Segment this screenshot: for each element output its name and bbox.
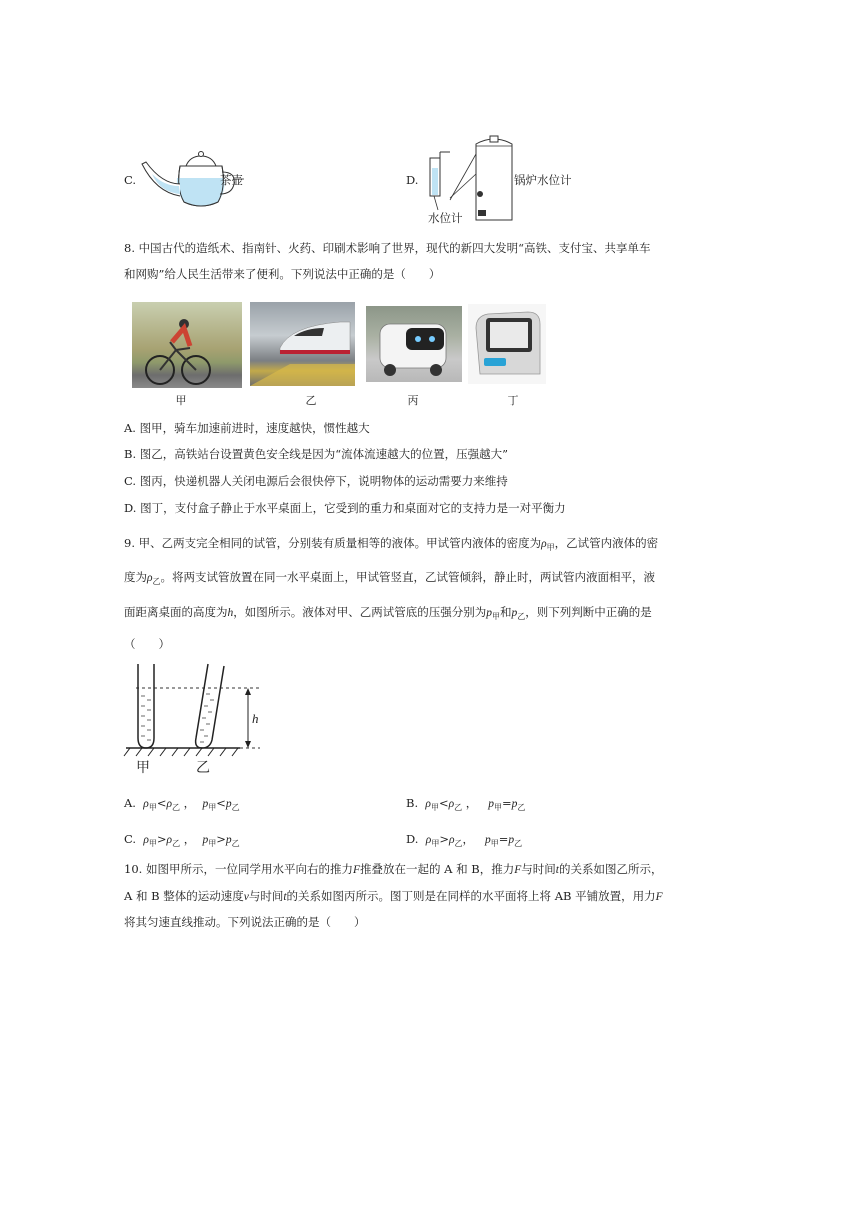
caption-jia: 甲 xyxy=(175,394,187,407)
teapot-label: 茶壶 xyxy=(220,173,243,187)
q10-line1: 10. 如图甲所示，一位同学用水平向右的推力F推叠放在一起的 A 和 B，推力F与时间t的关系如图乙所示， xyxy=(124,862,663,876)
height-label: h xyxy=(252,711,259,726)
q9-option-d: D. $\rho_甲>\rho_乙$， $p_甲=p_乙$ xyxy=(406,832,523,848)
q8-stem-line2: 和网购”给人民生活带来了便利。下列说法中正确的是（ ） xyxy=(124,267,441,281)
caption-yi: 乙 xyxy=(305,394,317,407)
q9-option-c: C. $\rho_甲>\rho_乙$ ， $p_甲>p_乙$ xyxy=(124,832,240,848)
q7-option-d-letter: D. xyxy=(406,173,419,187)
gauge-label: 水位计 xyxy=(428,211,463,225)
train-photo xyxy=(250,302,355,386)
q10-line2: A 和 B 整体的运动速度v与时间t的关系如图丙所示。图丁则是在同样的水平面将上将 AB 平铺放置，用力F xyxy=(124,889,663,903)
q8-option-c: C. 图丙，快递机器人关闭电源后会很快停下，说明物体的运动需要力来维持 xyxy=(124,474,508,488)
q8-stem-line1: 8. 中国古代的造纸术、指南针、火药、印刷术影响了世界，现代的新四大发明“高铁、支付宝、共享单车 xyxy=(124,241,651,255)
q9-line2: 度为$\rho_乙$。将两支试管放置在同一水平桌面上，甲试管竖直，乙试管倾斜，静止时，两试管内液面相平，液 xyxy=(124,570,656,586)
caption-ding: 丁 xyxy=(507,394,519,407)
q9-line4: （ ） xyxy=(124,637,170,651)
q8-option-b: B. 图乙，高铁站台设置黄色安全线是因为“流体流速越大的位置，压强越大” xyxy=(124,447,509,461)
q9-option-a: A. $\rho_甲<\rho_乙$ ， $p_甲<p_乙$ xyxy=(124,796,240,812)
tube-jia-label: 甲 xyxy=(136,760,150,776)
cyclist-photo xyxy=(132,302,242,388)
q9-option-b: B. $\rho_甲<\rho_乙$ ， $p_甲=p_乙$ xyxy=(406,796,526,812)
q9-line3: 面距离桌面的高度为h，如图所示。液体对甲、乙两试管底的压强分别为$p_甲$和$p_乙$，则下列判断中正确的是 xyxy=(124,605,652,621)
q10-line3: 将其匀速直线推动。下列说法正确的是（ ） xyxy=(124,915,366,929)
robot-photo xyxy=(366,306,462,382)
q8-option-a: A. 图甲，骑车加速前进时，速度越快，惯性越大 xyxy=(124,421,370,435)
q7-option-c-letter: C. xyxy=(124,173,137,187)
q8-option-d: D. 图丁，支付盒子静止于水平桌面上，它受到的重力和桌面对它的支持力是一对平衡力 xyxy=(124,501,566,515)
tube-yi-label: 乙 xyxy=(196,760,210,776)
caption-bing: 丙 xyxy=(407,394,419,407)
payment-box-photo xyxy=(468,304,546,384)
q9-line1: 9. 甲、乙两支完全相同的试管，分别装有质量相等的液体。甲试管内液体的密度为$\rho_甲$，乙试管内液体的密 xyxy=(124,536,659,552)
boiler-label: 锅炉水位计 xyxy=(514,173,572,187)
